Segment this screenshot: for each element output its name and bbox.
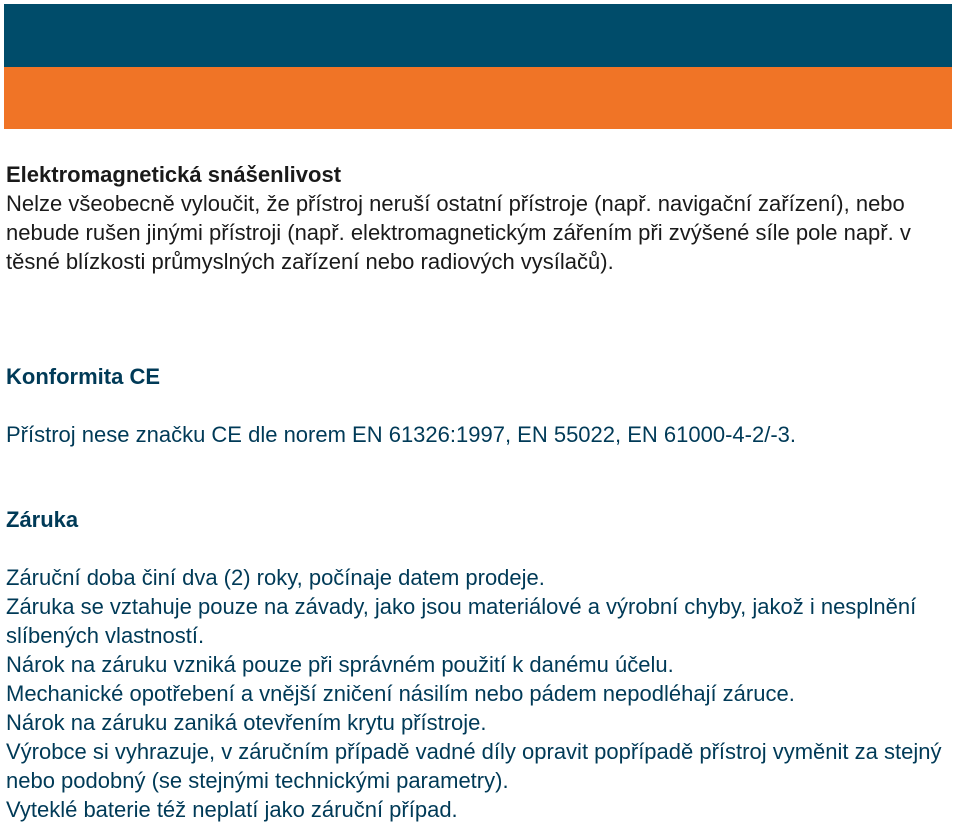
warranty-line: Vyteklé baterie též neplatí jako záruční případ. <box>6 797 458 822</box>
emc-title: Elektromagnetická snášenlivost <box>6 162 342 187</box>
header-band-orange <box>4 67 952 129</box>
warranty-line: Nárok na záruku zaniká otevřením krytu přístroje. <box>6 710 487 735</box>
header-band-blue <box>4 4 952 67</box>
warranty-line: Nárok na záruku vzniká pouze při správném použití k danému účelu. <box>6 652 674 677</box>
warranty-title: Záruka <box>6 507 79 532</box>
warranty-line: Záruční doba činí dva (2) roky, počínaje datem prodeje. <box>6 565 545 590</box>
header-bands <box>4 4 952 129</box>
ce-title: Konformita CE <box>6 364 160 389</box>
warranty-text <box>6 563 956 824</box>
emc-text: Nelze všeobecně vyloučit, že přístroj neruší ostatní přístroje (např. navigační zařízení), nebo nebude rušen jinými přístroji (např. elektromagnetickým zářením při zvýšené síle pole např. v těsné blízkosti průmyslných zařízení nebo radiových vysílačů). <box>6 191 911 274</box>
section-ce <box>6 362 956 449</box>
section-warranty <box>6 505 956 824</box>
section-emc <box>6 160 956 276</box>
warranty-line: Záruka se vztahuje pouze na závady, jako jsou materiálové a výrobní chyby, jakož i nesplnění slíbených vlastností. <box>6 594 917 648</box>
ce-text: Přístroj nese značku CE dle norem EN 61326:1997, EN 55022, EN 61000-4-2/-3. <box>6 422 797 447</box>
warranty-line: Mechanické opotřebení a vnější zničení násilím nebo pádem nepodléhají záruce. <box>6 681 795 706</box>
warranty-line: Výrobce si vyhrazuje, v záručním případě vadné díly opravit popřípadě přístroj vyměnit za stejný nebo podobný (se stejnými technickými parametry). <box>6 739 942 793</box>
